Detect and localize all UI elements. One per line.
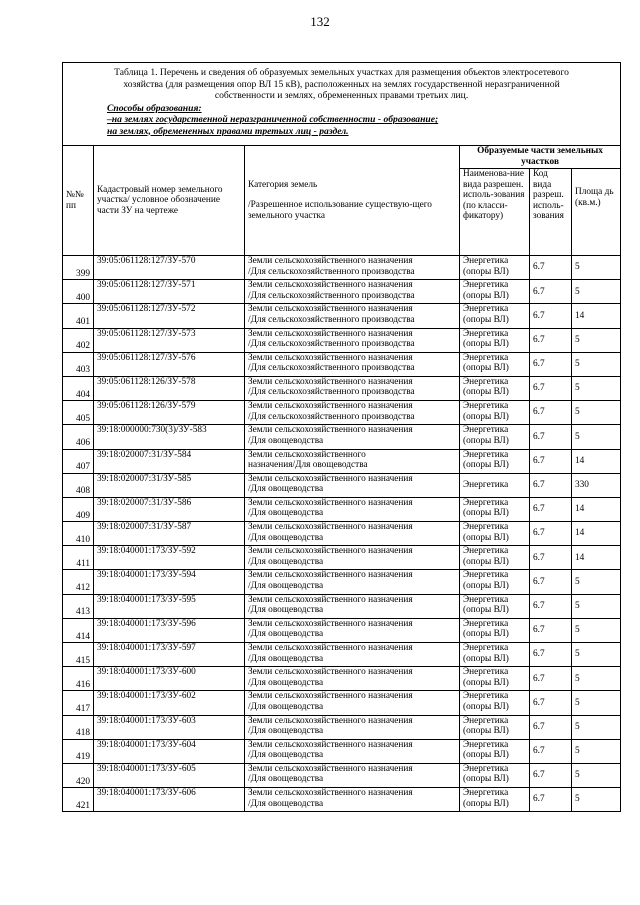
- use-code: 6.7: [530, 304, 572, 328]
- use-code: 6.7: [530, 522, 572, 546]
- use-type-line: (опоры ВЛ): [463, 556, 509, 567]
- row-number: 401: [63, 304, 94, 328]
- use-type-line: Энергетика: [463, 570, 509, 581]
- land-category-line: Земли сельскохозяйственного: [248, 449, 366, 460]
- cadastral-number: 39:05:061128:127/ЗУ-573: [94, 328, 245, 352]
- cadastral-number: 39:18:020007:31/ЗУ-587: [94, 522, 245, 546]
- header-cadastral: Кадастровый номер земельного участка/ условное обозначение части ЗУ на чертеже: [94, 146, 245, 256]
- land-category-line: /Для сельскохозяйственного производства: [248, 387, 415, 398]
- use-code: 6.7: [530, 594, 572, 618]
- use-type-line: Энергетика: [463, 328, 509, 339]
- row-number: 416: [63, 667, 94, 691]
- land-category-line: Земли сельскохозяйственного назначения: [248, 425, 413, 436]
- use-type: [460, 401, 530, 425]
- row-number: 406: [63, 425, 94, 449]
- land-category-line: /Для овощеводства: [248, 484, 324, 495]
- land-category-line: Земли сельскохозяйственного назначения: [248, 376, 413, 387]
- use-type-line: Энергетика: [463, 763, 509, 774]
- plot-area: 14: [572, 497, 621, 521]
- row-number: 413: [63, 594, 94, 618]
- land-category-line: /Для овощеводства: [248, 774, 324, 785]
- row-number: 414: [63, 618, 94, 642]
- table-row: [63, 739, 621, 763]
- land-category: [245, 788, 460, 812]
- land-category-line: /Для овощеводства: [248, 726, 324, 737]
- use-code: 6.7: [530, 788, 572, 812]
- use-type-line: (опоры ВЛ): [463, 314, 509, 325]
- use-type: [460, 618, 530, 642]
- use-type-line: (опоры ВЛ): [463, 460, 509, 470]
- land-category-line: /Для овощеводства: [248, 435, 324, 446]
- plot-area: 5: [572, 788, 621, 812]
- row-number: 411: [63, 546, 94, 570]
- land-category-line: /Для овощеводства: [248, 532, 324, 543]
- row-number: 417: [63, 691, 94, 715]
- use-type: [460, 546, 530, 570]
- land-category: [245, 304, 460, 328]
- document-sheet: [62, 62, 620, 812]
- land-category-line: /Для сельскохозяйственного производства: [248, 290, 415, 301]
- use-code: 6.7: [530, 425, 572, 449]
- use-type-line: Энергетика: [463, 304, 509, 315]
- land-category: [245, 570, 460, 594]
- land-category-line: /Для овощеводства: [248, 556, 324, 567]
- use-type-line: (опоры ВЛ): [463, 363, 509, 374]
- use-code: 6.7: [530, 691, 572, 715]
- cadastral-number: 39:18:040001:173/ЗУ-596: [94, 618, 245, 642]
- land-category-line: Земли сельскохозяйственного назначения: [248, 352, 413, 363]
- table-row: [63, 473, 621, 497]
- use-code: 6.7: [530, 328, 572, 352]
- row-number: 400: [63, 280, 94, 304]
- use-type-line: (опоры ВЛ): [463, 726, 509, 737]
- land-category-line: Земли сельскохозяйственного назначения: [248, 401, 413, 412]
- plot-area: 5: [572, 280, 621, 304]
- use-type-line: (опоры ВЛ): [463, 677, 509, 688]
- use-type: [460, 643, 530, 667]
- row-number: 399: [63, 256, 94, 280]
- use-type: [460, 473, 530, 497]
- row-number: 420: [63, 763, 94, 787]
- use-type: [460, 667, 530, 691]
- use-type-line: Энергетика: [463, 691, 509, 702]
- header-group: Образуемые части земельных участков: [460, 146, 621, 169]
- use-type-line: (опоры ВЛ): [463, 798, 509, 809]
- use-type-line: Энергетика: [463, 739, 509, 750]
- land-category: [245, 522, 460, 546]
- row-number: 409: [63, 497, 94, 521]
- use-type-line: (опоры ВЛ): [463, 266, 509, 277]
- cadastral-number: 39:18:040001:173/ЗУ-606: [94, 788, 245, 812]
- cadastral-number: 39:05:061128:127/ЗУ-576: [94, 352, 245, 376]
- cadastral-number: 39:05:061128:126/ЗУ-578: [94, 376, 245, 400]
- table-row: [63, 788, 621, 812]
- use-code: 6.7: [530, 280, 572, 304]
- table-row: [63, 280, 621, 304]
- land-category: [245, 618, 460, 642]
- use-type-line: Энергетика: [463, 667, 509, 678]
- use-type-line: (опоры ВЛ): [463, 290, 509, 301]
- land-category: [245, 376, 460, 400]
- land-category-line: Земли сельскохозяйственного назначения: [248, 473, 413, 484]
- cadastral-number: 39:18:040001:173/ЗУ-602: [94, 691, 245, 715]
- land-category: [245, 546, 460, 570]
- use-type-line: Энергетика: [463, 449, 509, 460]
- land-category-line: Земли сельскохозяйственного назначения: [248, 497, 413, 508]
- plot-area: 330: [572, 473, 621, 497]
- land-category-line: Земли сельскохозяйственного назначения: [248, 691, 413, 702]
- use-type: [460, 522, 530, 546]
- use-type-line: (опоры ВЛ): [463, 508, 509, 519]
- use-code: 6.7: [530, 715, 572, 739]
- row-number: 415: [63, 643, 94, 667]
- use-code: 6.7: [530, 449, 572, 473]
- row-number: 412: [63, 570, 94, 594]
- land-category: [245, 497, 460, 521]
- land-category: [245, 763, 460, 787]
- use-code: 6.7: [530, 618, 572, 642]
- use-type: [460, 763, 530, 787]
- use-type-line: (опоры ВЛ): [463, 750, 509, 761]
- use-type-line: (опоры ВЛ): [463, 580, 509, 591]
- use-code: 6.7: [530, 256, 572, 280]
- table-row: [63, 643, 621, 667]
- land-category-line: /Для овощеводства: [248, 701, 324, 712]
- table-row: [63, 570, 621, 594]
- use-type-line: (опоры ВЛ): [463, 411, 509, 422]
- land-category-line: Земли сельскохозяйственного назначения: [248, 667, 413, 678]
- cadastral-number: 39:18:040001:173/ЗУ-605: [94, 763, 245, 787]
- plot-area: 5: [572, 352, 621, 376]
- land-category-line: /Для сельскохозяйственного производства: [248, 314, 415, 325]
- plot-area: 5: [572, 667, 621, 691]
- land-category: [245, 280, 460, 304]
- row-number: 407: [63, 449, 94, 473]
- table-row: [63, 256, 621, 280]
- land-category: [245, 328, 460, 352]
- land-category-line: Земли сельскохозяйственного назначения: [248, 570, 413, 581]
- land-category-line: Земли сельскохозяйственного назначения: [248, 328, 413, 339]
- use-type-line: (опоры ВЛ): [463, 435, 509, 446]
- land-category: [245, 473, 460, 497]
- use-type-line: Энергетика: [463, 256, 509, 266]
- use-type-line: (опоры ВЛ): [463, 532, 509, 543]
- plot-area: 5: [572, 401, 621, 425]
- land-category: [245, 401, 460, 425]
- land-category: [245, 449, 460, 473]
- use-code: 6.7: [530, 497, 572, 521]
- table-row: [63, 691, 621, 715]
- caption-line: хозяйства (для размещения опор ВЛ 15 кВ), расположенных на землях государственной неразграниченной: [123, 78, 560, 90]
- cadastral-number: 39:05:061128:127/ЗУ-571: [94, 280, 245, 304]
- row-number: 421: [63, 788, 94, 812]
- use-type: [460, 497, 530, 521]
- plot-area: 5: [572, 715, 621, 739]
- header-category: [245, 146, 460, 256]
- plot-area: 5: [572, 594, 621, 618]
- cadastral-number: 39:05:061128:126/ЗУ-579: [94, 401, 245, 425]
- page-number: 132: [310, 14, 330, 29]
- use-type-line: Энергетика: [463, 376, 509, 387]
- land-category-line: Земли сельскохозяйственного назначения: [248, 618, 413, 629]
- cadastral-number: 39:18:040001:173/ЗУ-600: [94, 667, 245, 691]
- cadastral-number: 39:18:040001:173/ЗУ-604: [94, 739, 245, 763]
- use-type-line: Энергетика: [463, 546, 509, 557]
- use-code: 6.7: [530, 763, 572, 787]
- land-category: [245, 256, 460, 280]
- use-type-line: Энергетика: [463, 643, 509, 653]
- table-row: [63, 328, 621, 352]
- cadastral-number: 39:18:020007:31/ЗУ-584: [94, 449, 245, 473]
- land-category-line: /Для сельскохозяйственного производства: [248, 266, 415, 277]
- header-code: Код вида разреш. исполь-зования: [530, 169, 572, 256]
- table-caption: [63, 63, 621, 146]
- method-item: на землях, обремененных правами третьих лиц - раздел.: [107, 125, 349, 137]
- use-type-line: Энергетика: [463, 715, 509, 726]
- formation-methods: [67, 103, 616, 138]
- use-type: [460, 328, 530, 352]
- land-category-line: /Для овощеводства: [248, 580, 324, 591]
- land-category: [245, 352, 460, 376]
- use-type-line: Энергетика: [463, 618, 509, 629]
- land-category-line: Земли сельскохозяйственного назначения: [248, 788, 413, 799]
- table-row: [63, 376, 621, 400]
- cadastral-number: 39:18:020007:31/ЗУ-585: [94, 473, 245, 497]
- caption-line: собственности и землях, обремененных правами третьих лиц.: [214, 90, 469, 101]
- cadastral-number: 39:18:020007:31/ЗУ-586: [94, 497, 245, 521]
- plot-area: 5: [572, 256, 621, 280]
- use-type-line: (опоры ВЛ): [463, 629, 509, 640]
- land-category-line: /Для овощеводства: [248, 653, 324, 664]
- land-category-line: /Для овощеводства: [248, 677, 324, 688]
- use-type: [460, 280, 530, 304]
- use-code: 6.7: [530, 401, 572, 425]
- use-type: [460, 691, 530, 715]
- land-category: [245, 667, 460, 691]
- use-code: 6.7: [530, 739, 572, 763]
- row-number: 402: [63, 328, 94, 352]
- land-category-line: Земли сельскохозяйственного назначения: [248, 763, 413, 774]
- use-code: 6.7: [530, 376, 572, 400]
- row-number: 419: [63, 739, 94, 763]
- use-type: [460, 256, 530, 280]
- land-category-line: /Для овощеводства: [248, 798, 324, 809]
- cadastral-number: 39:18:040001:173/ЗУ-594: [94, 570, 245, 594]
- table-row: [63, 594, 621, 618]
- use-code: 6.7: [530, 643, 572, 667]
- use-code: 6.7: [530, 473, 572, 497]
- plot-area: 5: [572, 763, 621, 787]
- land-category-line: /Для сельскохозяйственного производства: [248, 363, 415, 374]
- header-use-name: Наименова-ние вида разрешен. исполь-зования (по класси-фикатору): [460, 169, 530, 256]
- cadastral-number: 39:18:040001:173/ЗУ-597: [94, 643, 245, 667]
- use-type-line: (опоры ВЛ): [463, 774, 509, 785]
- plot-area: 14: [572, 546, 621, 570]
- caption-row: [63, 63, 621, 146]
- plot-area: 5: [572, 643, 621, 667]
- use-code: 6.7: [530, 570, 572, 594]
- table-row: [63, 352, 621, 376]
- plot-area: 5: [572, 691, 621, 715]
- land-category-line: Земли сельскохозяйственного назначения: [248, 546, 413, 557]
- use-type-line: Энергетика: [463, 497, 509, 508]
- use-type-line: Энергетика: [463, 522, 509, 533]
- table-row: [63, 715, 621, 739]
- land-category-line: Земли сельскохозяйственного назначения: [248, 522, 413, 533]
- use-type-line: Энергетика: [463, 594, 509, 605]
- land-category-line: /Для овощеводства: [248, 508, 324, 519]
- use-type: [460, 304, 530, 328]
- header-category-line: Категория земель: [248, 179, 318, 190]
- plot-area: 5: [572, 376, 621, 400]
- use-type: [460, 594, 530, 618]
- cadastral-number: 39:18:040001:173/ЗУ-595: [94, 594, 245, 618]
- use-type: [460, 788, 530, 812]
- use-type: [460, 449, 530, 473]
- cadastral-number: 39:05:061128:127/ЗУ-572: [94, 304, 245, 328]
- table-row: [63, 304, 621, 328]
- use-type-line: Энергетика: [463, 280, 509, 291]
- use-type-line: Энергетика: [463, 425, 509, 436]
- header-area: Площа дь (кв.м.): [572, 169, 621, 256]
- table-row: [63, 522, 621, 546]
- cadastral-number: 39:05:061128:127/ЗУ-570: [94, 256, 245, 280]
- table-row: [63, 763, 621, 787]
- use-type-line: (опоры ВЛ): [463, 701, 509, 712]
- method-item: –на землях государственной неразграниченной собственности - образование;: [107, 114, 439, 125]
- land-category: [245, 594, 460, 618]
- row-number: 405: [63, 401, 94, 425]
- methods-title: Способы образования:: [107, 102, 202, 114]
- land-category-line: /Для овощеводства: [248, 605, 324, 616]
- plot-area: 5: [572, 739, 621, 763]
- use-type-line: (опоры ВЛ): [463, 653, 509, 664]
- land-category-line: Земли сельскохозяйственного назначения: [248, 280, 413, 291]
- land-category: [245, 691, 460, 715]
- plot-area: 14: [572, 522, 621, 546]
- use-type: [460, 376, 530, 400]
- use-type: [460, 352, 530, 376]
- plot-area: 5: [572, 425, 621, 449]
- use-type: [460, 425, 530, 449]
- caption-line: Таблица 1. Перечень и сведения об образуемых земельных участках для размещения объектов электросетевого: [114, 67, 569, 78]
- row-number: 404: [63, 376, 94, 400]
- land-category-line: Земли сельскохозяйственного назначения: [248, 739, 413, 750]
- plot-area: 5: [572, 328, 621, 352]
- land-category-line: Земли сельскохозяйственного назначения: [248, 594, 413, 605]
- cadastral-number: 39:18:040001:173/ЗУ-592: [94, 546, 245, 570]
- table-row: [63, 401, 621, 425]
- header-row-1: [63, 146, 621, 169]
- use-type-line: (опоры ВЛ): [463, 605, 509, 616]
- table-row: [63, 618, 621, 642]
- row-number: 408: [63, 473, 94, 497]
- use-type-line: (опоры ВЛ): [463, 387, 509, 398]
- land-category-line: Земли сельскохозяйственного назначения: [248, 643, 413, 653]
- plot-area: 5: [572, 618, 621, 642]
- use-type-line: Энергетика: [463, 401, 509, 412]
- plot-area: 14: [572, 304, 621, 328]
- table-row: [63, 449, 621, 473]
- table-row: [63, 497, 621, 521]
- land-category-line: /Для сельскохозяйственного производства: [248, 339, 415, 350]
- land-category-line: Земли сельскохозяйственного назначения: [248, 256, 413, 266]
- land-category-line: Земли сельскохозяйственного назначения: [248, 304, 413, 315]
- row-number: 410: [63, 522, 94, 546]
- use-code: 6.7: [530, 667, 572, 691]
- use-type-line: Энергетика: [463, 788, 509, 799]
- row-number: 418: [63, 715, 94, 739]
- header-num: №№ пп: [63, 146, 94, 256]
- land-category: [245, 739, 460, 763]
- table-row: [63, 546, 621, 570]
- use-code: 6.7: [530, 352, 572, 376]
- land-plots-table: [62, 62, 621, 812]
- cadastral-number: 39:18:040001:173/ЗУ-603: [94, 715, 245, 739]
- use-type: [460, 715, 530, 739]
- plot-area: 5: [572, 570, 621, 594]
- use-type: [460, 739, 530, 763]
- land-category: [245, 715, 460, 739]
- land-category: [245, 425, 460, 449]
- land-category-line: /Для овощеводства: [248, 629, 324, 640]
- use-type-line: Энергетика: [463, 480, 509, 491]
- land-category-line: /Для овощеводства: [248, 750, 324, 761]
- use-type: [460, 570, 530, 594]
- use-code: 6.7: [530, 546, 572, 570]
- use-type-line: (опоры ВЛ): [463, 339, 509, 350]
- header-category-line: /Разрешенное использование существую-щего земельного участка: [248, 200, 432, 221]
- row-number: 403: [63, 352, 94, 376]
- cadastral-number: 39:18:000000:730(3)/ЗУ-583: [94, 425, 245, 449]
- land-category: [245, 643, 460, 667]
- table-row: [63, 425, 621, 449]
- land-category-line: Земли сельскохозяйственного назначения: [248, 715, 413, 726]
- use-type-line: Энергетика: [463, 352, 509, 363]
- plot-area: 14: [572, 449, 621, 473]
- land-category-line: /Для сельскохозяйственного производства: [248, 411, 415, 422]
- table-row: [63, 667, 621, 691]
- land-category-line: назначения/Для овощеводства: [248, 460, 368, 470]
